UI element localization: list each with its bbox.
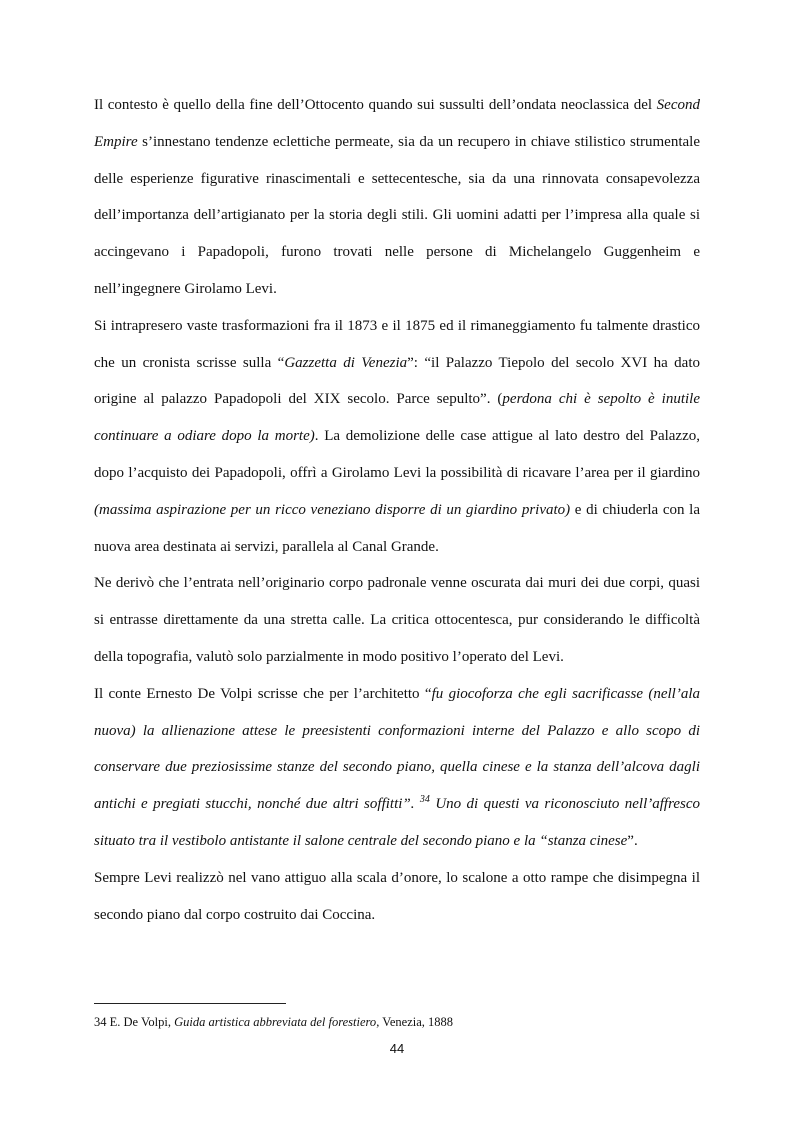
text-segment: Si intrapresero vaste trasformazioni fra il 1873 e il 1875 ed il rimaneggiamento fu talmente drastico che un cronista scrisse sulla “ — [94, 317, 700, 371]
footnote-title: Guida artistica abbreviata del forestiero — [174, 1015, 377, 1029]
footnote-34 — [94, 1014, 700, 1030]
text-segment: Il contesto è quello della fine dell’Ottocento quando sui sussulti dell’ondata neoclassica del — [94, 97, 657, 113]
page-number: 44 — [389, 1041, 405, 1056]
italic-text: Uno di questi va riconosciuto nell’affresco situato tra il vestibolo antistante il salone centrale del secondo piano e la “stanza cinese — [94, 796, 701, 849]
paragraph — [94, 565, 700, 675]
paragraph — [94, 308, 700, 566]
paragraph — [94, 676, 700, 860]
italic-text: perdona chi è sepolto è inutile continuare a odiare dopo la morte) — [94, 391, 700, 445]
footnote-separator — [94, 1003, 286, 1004]
body-text — [94, 87, 700, 933]
text-segment: ”: “il Palazzo Tiepolo del secolo XVI ha dato origine al palazzo Papadopoli del XIX secolo. Parce sepulto”. ( — [94, 354, 701, 408]
text-segment: Sempre Levi realizzò nel vano attiguo alla scala d’onore, lo scalone a otto rampe che disimpegna il secondo piano dal corpo costruito dai Coccina. — [94, 869, 700, 923]
text-segment: ”. — [627, 832, 638, 849]
footnote-rest: , Venezia, 1888 — [376, 1015, 454, 1029]
italic-text: Second Empire — [94, 97, 700, 150]
footnote-reference: 34 — [419, 794, 430, 806]
footnote-number: 34 — [94, 1015, 107, 1029]
italic-text: (massima aspirazione per un ricco veneziano disporre di un giardino privato) — [94, 501, 571, 518]
footnote-author: E. De Volpi, — [109, 1015, 175, 1029]
text-segment: Il conte Ernesto De Volpi scrisse che per l’architetto “ — [94, 685, 432, 702]
text-segment: e di chiuderla con la nuova area destinata ai servizi, parallela al Canal Grande. — [94, 501, 700, 555]
text-segment: s’innestano tendenze eclettiche permeate, sia da un recupero in chiave stilistico strumentale delle esperienze figurative rinascimentali e settecentesche, sia da una rinnovata consapevolezza dell’importanza dell’artigianato per la storia degli stili. Gli uomini adatti per l’impresa alla quale si accingevano i Papadopoli, furono trovati nelle persone di Michelangelo Guggenheim e nell’ingegnere Girolamo Levi. — [94, 133, 700, 297]
italic-text: fu giocoforza che egli sacrificasse (nell’ala nuova) la allienazione attese le preesistenti conformazioni interne del Palazzo e allo scopo di conservare due preziosissime stanze del secondo piano, quella cinese e la stanza dell’alcova dagli antichi e pregiati stucchi, nonché due altri soffitti”. — [94, 685, 700, 813]
paragraph — [94, 87, 700, 308]
paragraph — [94, 860, 700, 934]
text-segment: . La demolizione delle case attigue al lato destro del Palazzo, dopo l’acquisto dei Papadopoli, offrì a Girolamo Levi la possibilità di ricavare l’area per il giardino — [94, 428, 700, 481]
italic-text: Gazzetta di Venezia — [284, 354, 408, 371]
text-segment: Ne derivò che l’entrata nell’originario corpo padronale venne oscurata dai muri dei due corpi, quasi si entrasse direttamente da una stretta calle. La critica ottocentesca, pur considerando le difficoltà della topografia, valutò solo parzialmente in modo positivo l’operato del Levi. — [94, 575, 700, 665]
